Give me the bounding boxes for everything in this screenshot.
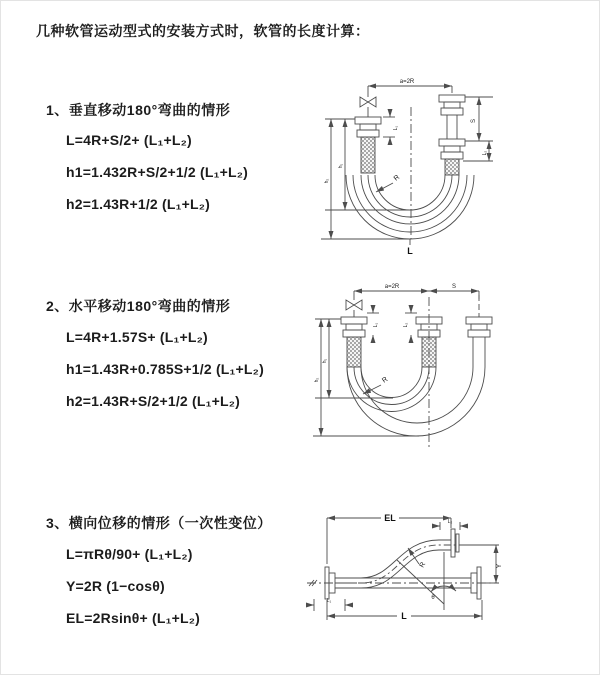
formula-line: EL=2Rsinθ+ (L₁+L₂) [66, 610, 201, 626]
hose-u-bend-arcs [347, 367, 485, 436]
dim-label-h1: h₁ [338, 163, 344, 169]
section-heading-text: 横向位移的情形（一次性变位） [68, 515, 272, 531]
displaced-hose-curve [335, 529, 467, 588]
right-flange-fitting [466, 317, 492, 367]
vertical-180-bend-diagram [301, 71, 591, 263]
formula-line: L=4R+S/2+ (L₁+L₂) [66, 132, 192, 148]
radius-label: R [418, 561, 428, 569]
section-number: 2、 [46, 298, 69, 314]
length-label: L [401, 611, 407, 621]
horizontal-180-bend-diagram [297, 277, 589, 473]
dim-label-h2: h₂ [324, 178, 330, 184]
formula-line: h2=1.43R+S/2+1/2 (L₁+L₂) [66, 393, 241, 409]
radius-label: R [392, 173, 402, 183]
length-label: L [407, 246, 413, 256]
formula-line: h1=1.43R+0.785S+1/2 (L₁+L₂) [66, 361, 264, 377]
radius-leader [376, 183, 393, 192]
left-flange-fitting [355, 117, 381, 173]
angle-label: θ [431, 595, 435, 601]
page-title: 几种软管运动型式的安装方式时，软管的长度计算： [36, 23, 370, 39]
middle-flange-fitting [416, 317, 442, 367]
valve-icon [360, 86, 376, 117]
dim-label-l2: L₂ [482, 150, 488, 156]
displaced-flange-plate [456, 534, 459, 552]
braided-section [347, 337, 361, 367]
right-lower-flange-fitting [439, 139, 465, 175]
formula-line: h2=1.43R+1/2 (L₁+L₂) [66, 196, 211, 212]
dim-label-a2r: a=2R [384, 284, 400, 290]
lateral-displacement-diagram [299, 498, 593, 668]
dim-label-h1: h₁ [322, 358, 328, 364]
formula-line: Y=2R (1−cosθ) [66, 578, 165, 594]
formula-line: L=πRθ/90+ (L₁+L₂) [66, 546, 193, 562]
dimension-lines [321, 86, 493, 245]
dim-label-l2: L₂ [403, 322, 409, 328]
hose-drawing [321, 86, 493, 245]
dim-label-h2: h₂ [314, 377, 320, 383]
dimension-lines [307, 518, 499, 620]
left-flange-fitting [341, 317, 367, 367]
section-number: 1、 [46, 102, 69, 118]
section-3-heading [46, 513, 272, 533]
dim-label-y: Y [496, 563, 503, 569]
valve-icon [346, 291, 362, 317]
hose-drawing [313, 291, 492, 447]
formula-line: L=4R+1.57S+ (L₁+L₂) [66, 329, 208, 345]
dim-label-l2: L₂ [447, 519, 453, 525]
dim-label-l1: L₁ [393, 125, 399, 131]
section-number: 3、 [46, 515, 69, 531]
right-upper-flange-fitting [439, 95, 465, 139]
braided-section [361, 137, 375, 173]
section-2-heading [46, 296, 230, 316]
section-heading-text: 水平移动180°弯曲的情形 [68, 298, 231, 314]
hose-drawing [307, 518, 499, 620]
dim-label-l1: L₁ [373, 322, 379, 328]
section-1-heading [46, 100, 230, 120]
angle-construction [397, 552, 456, 610]
braided-section [445, 159, 459, 175]
dim-label-a2r: a=2R [399, 79, 415, 85]
dim-label-el: EL [384, 513, 396, 523]
braided-section [422, 337, 436, 367]
dim-label-s: S [451, 284, 457, 290]
section-heading-text: 垂直移动180°弯曲的情形 [68, 102, 231, 118]
displaced-flange [451, 529, 455, 557]
formula-line: h1=1.432R+S/2+1/2 (L₁+L₂) [66, 164, 248, 180]
dimension-lines [313, 291, 479, 436]
dim-label-s: S [471, 118, 477, 124]
dim-label-l1: L₁ [326, 598, 332, 604]
radius-label: R [381, 376, 390, 385]
hose-u-bend-arcs [346, 175, 474, 239]
